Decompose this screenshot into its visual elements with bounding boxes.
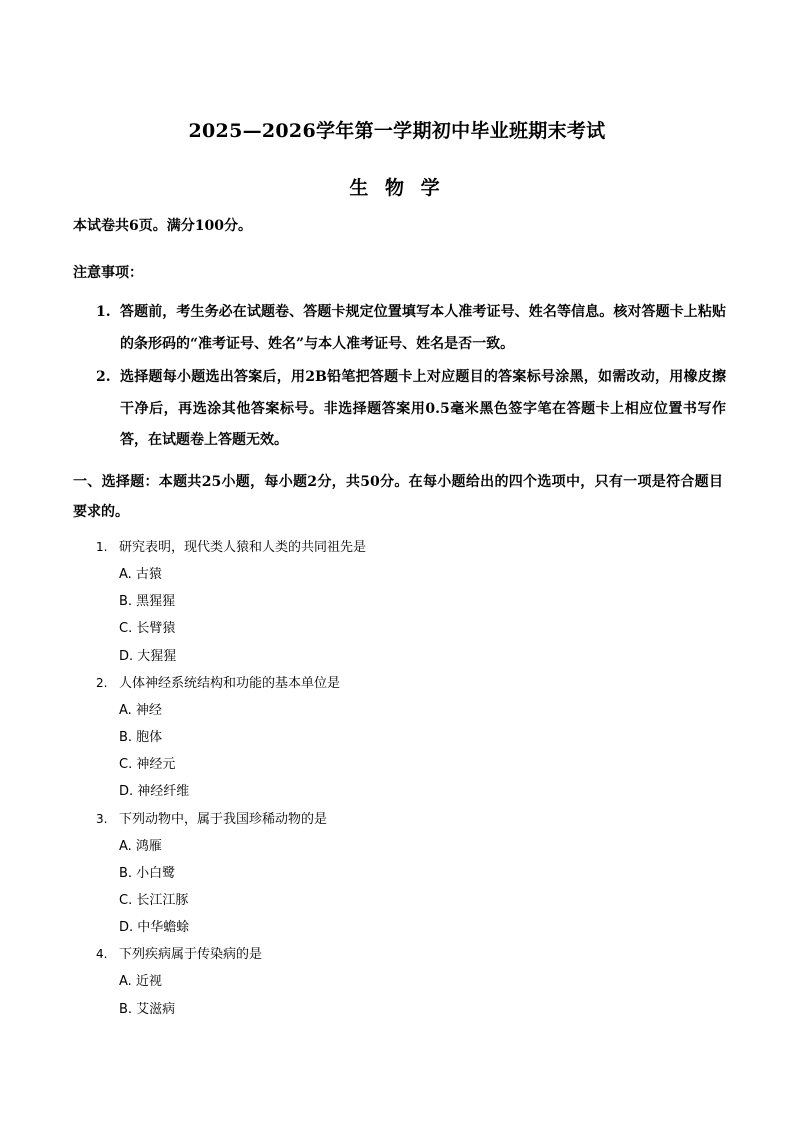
question-option: C. 长江江豚 [119,893,189,909]
question-stem [96,670,716,697]
question-text: 研究表明，现代类人猿和人类的共同祖先是 [119,540,367,555]
exam-intro: 本试卷共6页。满分100分。 [73,218,252,234]
question-text: 下列疾病属于传染病的是 [119,947,263,963]
question-stem [96,534,716,561]
notice-item-text: 答题前，考生务必在试题卷、答题卡规定位置填写本人准考证号、姓名等信息。核对答题卡上粘贴的条形码的“准考证号、姓名”与本人准考证号、姓名是否一致。 [120,304,726,352]
question-number: 1. [96,540,108,554]
question-option: B. 黑猩猩 [119,594,176,610]
question-option: B. 艾滋病 [119,1001,176,1017]
exam-title: 2025—2026学年第一学期初中毕业班期末考试 [188,120,606,142]
question-number: 3. [96,811,108,826]
question-option: A. 神经 [119,702,162,718]
question-option: D. 大猩猩 [119,648,177,664]
question-option: C. 长臂猿 [119,621,176,637]
notice-list [96,297,726,459]
notice-item [96,297,726,360]
notice-item-number: 2. [96,369,111,385]
question-option: D. 中华蟾蜍 [119,920,190,936]
question-stem [96,806,716,833]
question-stem [96,941,716,968]
notice-item-number: 1. [96,304,111,320]
question-option: D. 神经纤维 [119,784,190,800]
question-option: A. 鸿雁 [119,838,162,854]
notice-item-text: 选择题每小题选出答案后，用2B铅笔把答题卡上对应题目的答案标号涂黑，如需改动，用橡皮擦干净后，再选涂其他答案标号。非选择题答案用0.5毫米黑色签字笔在答题卡上相应位置书写作答，在试题卷上答题无效。 [120,369,726,448]
question-number: 2. [96,675,108,690]
question-text: 下列动物中，属于我国珍稀动物的是 [119,811,328,827]
question-list [96,534,716,1023]
section-heading: 一、选择题：本题共25小题，每小题2分，共50分。在每小题给出的四个选项中，只有一项是符合题目要求的。 [73,474,723,520]
question-number: 4. [96,947,108,962]
question-option: B. 胞体 [119,730,163,746]
question-option: A. 近视 [119,974,162,990]
notice-heading: 注意事项： [73,265,143,281]
question-option: C. 神经元 [119,757,176,773]
exam-subject: 生 物 学 [349,177,445,199]
notice-item [96,362,726,457]
question-option: B. 小白鹭 [119,865,176,881]
question-option: A. 古猿 [119,567,162,582]
question-text: 人体神经系统结构和功能的基本单位是 [119,675,341,691]
